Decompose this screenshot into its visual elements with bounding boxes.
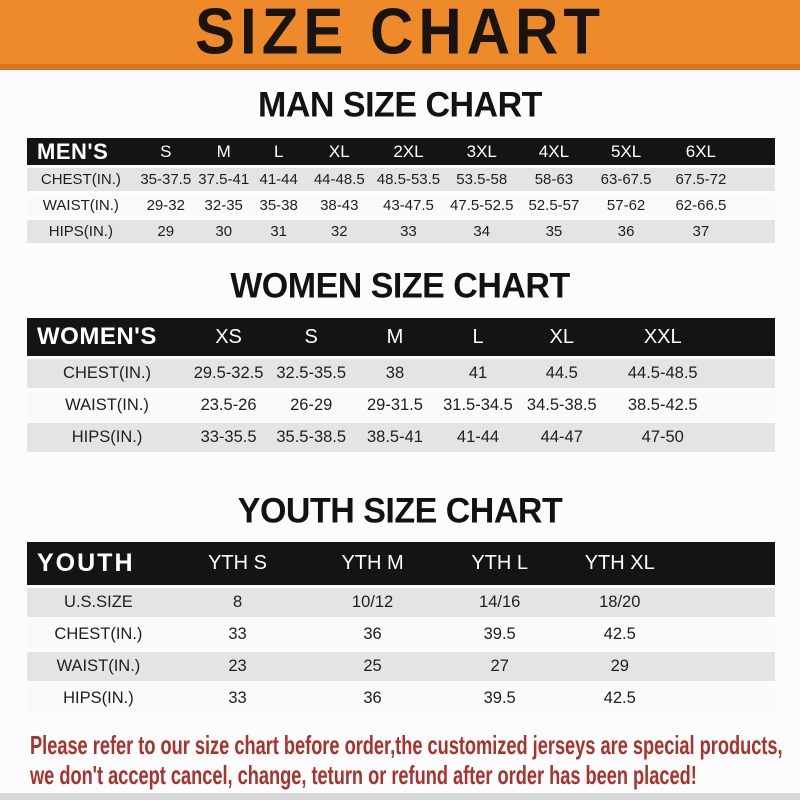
measurement-value: 35.5-38.5	[270, 423, 352, 455]
measurement-value: 38.5-42.5	[605, 391, 720, 423]
measurement-value: 36	[305, 684, 440, 716]
measurement-value: 44.5-48.5	[605, 359, 720, 391]
size-column-header: YTH L	[440, 542, 560, 588]
measurement-value: 33	[372, 220, 445, 246]
table-header-row	[27, 318, 775, 359]
measurement-value: 48.5-53.5	[372, 168, 445, 194]
order-note	[30, 730, 790, 790]
measurement-value: 31.5-34.5	[438, 391, 519, 423]
measurement-value: 27	[440, 652, 560, 684]
measurement-value: 29	[135, 220, 197, 246]
size-column-header: XL	[307, 138, 372, 168]
size-column-header: 6XL	[663, 138, 739, 168]
youth-section-heading: YOUTH SIZE CHART	[237, 491, 563, 531]
filler-cell	[680, 620, 775, 652]
measurement-value: 33-35.5	[187, 423, 270, 455]
measurement-row	[27, 168, 775, 194]
size-column-header: S	[135, 138, 197, 168]
size-column-header: M	[352, 318, 437, 359]
row-label: CHEST(IN.)	[27, 168, 135, 194]
measurement-row	[27, 652, 775, 684]
measurement-value: 29	[560, 652, 680, 684]
measurement-value: 42.5	[560, 684, 680, 716]
measurement-value: 33	[170, 620, 305, 652]
measurement-value: 31	[251, 220, 307, 246]
table-header-label: YOUTH	[27, 542, 170, 588]
filler-cell	[680, 588, 775, 620]
measurement-value: 35-38	[251, 194, 307, 220]
measurement-value: 53.5-58	[445, 168, 518, 194]
size-column-header: L	[438, 318, 519, 359]
measurement-row	[27, 684, 775, 716]
measurement-value: 23.5-26	[187, 391, 270, 423]
row-label: HIPS(IN.)	[27, 684, 170, 716]
measurement-value: 18/20	[560, 588, 680, 620]
measurement-value: 67.5-72	[663, 168, 739, 194]
bottom-strip	[0, 793, 800, 800]
filler-cell	[720, 423, 775, 455]
measurement-value: 38-43	[307, 194, 372, 220]
row-label: WAIST(IN.)	[27, 391, 187, 423]
measurement-value: 23	[170, 652, 305, 684]
measurement-value: 32.5-35.5	[270, 359, 352, 391]
women-size-table	[27, 318, 775, 455]
measurement-row	[27, 220, 775, 246]
measurement-value: 32	[307, 220, 372, 246]
measurement-value: 32-35	[197, 194, 251, 220]
filler-cell	[739, 138, 775, 168]
size-chart-banner	[0, 0, 800, 70]
measurement-value: 36	[589, 220, 662, 246]
measurement-row	[27, 620, 775, 652]
size-column-header: L	[251, 138, 307, 168]
measurement-value: 36	[305, 620, 440, 652]
table-header-row	[27, 138, 775, 168]
measurement-value: 47.5-52.5	[445, 194, 518, 220]
measurement-value: 8	[170, 588, 305, 620]
measurement-value: 35	[518, 220, 589, 246]
row-label: CHEST(IN.)	[27, 359, 187, 391]
row-label: HIPS(IN.)	[27, 423, 187, 455]
note-line-1: Please refer to our size chart before order,the customized jerseys are special products,	[30, 730, 783, 760]
size-column-header: 2XL	[372, 138, 445, 168]
men-section	[0, 87, 800, 246]
size-column-header: YTH XL	[560, 542, 680, 588]
row-label: CHEST(IN.)	[27, 620, 170, 652]
measurement-row	[27, 194, 775, 220]
measurement-value: 25	[305, 652, 440, 684]
row-label: WAIST(IN.)	[27, 652, 170, 684]
filler-cell	[720, 318, 775, 359]
measurement-value: 37.5-41	[197, 168, 251, 194]
measurement-value: 44.5	[518, 359, 605, 391]
row-label: U.S.SIZE	[27, 588, 170, 620]
measurement-value: 52.5-57	[518, 194, 589, 220]
table-header-row	[27, 542, 775, 588]
women-section	[0, 268, 800, 455]
measurement-value: 58-63	[518, 168, 589, 194]
note-line-2: we don't accept cancel, change, teturn or refund after order has been placed!	[30, 760, 697, 790]
measurement-value: 30	[197, 220, 251, 246]
measurement-value: 34	[445, 220, 518, 246]
measurement-row	[27, 391, 775, 423]
measurement-value: 43-47.5	[372, 194, 445, 220]
table-header-label: WOMEN'S	[27, 318, 187, 359]
row-label: HIPS(IN.)	[27, 220, 135, 246]
measurement-value: 39.5	[440, 620, 560, 652]
measurement-value: 37	[663, 220, 739, 246]
measurement-value: 34.5-38.5	[518, 391, 605, 423]
measurement-value: 29.5-32.5	[187, 359, 270, 391]
measurement-value: 42.5	[560, 620, 680, 652]
measurement-value: 41-44	[438, 423, 519, 455]
measurement-value: 62-66.5	[663, 194, 739, 220]
size-column-header: XS	[187, 318, 270, 359]
filler-cell	[739, 220, 775, 246]
size-column-header: 5XL	[589, 138, 662, 168]
youth-size-table	[27, 542, 775, 716]
measurement-value: 57-62	[589, 194, 662, 220]
measurement-row	[27, 423, 775, 455]
women-section-heading: WOMEN SIZE CHART	[230, 266, 570, 306]
measurement-value: 39.5	[440, 684, 560, 716]
measurement-value: 14/16	[440, 588, 560, 620]
size-column-header: 3XL	[445, 138, 518, 168]
youth-section	[0, 493, 800, 716]
filler-cell	[680, 652, 775, 684]
measurement-value: 38	[352, 359, 437, 391]
measurement-value: 26-29	[270, 391, 352, 423]
measurement-value: 47-50	[605, 423, 720, 455]
measurement-row	[27, 588, 775, 620]
measurement-value: 29-31.5	[352, 391, 437, 423]
measurement-value: 44-48.5	[307, 168, 372, 194]
measurement-value: 38.5-41	[352, 423, 437, 455]
filler-cell	[680, 684, 775, 716]
size-column-header: XL	[518, 318, 605, 359]
measurement-value: 35-37.5	[135, 168, 197, 194]
measurement-value: 33	[170, 684, 305, 716]
page-title: SIZE CHART	[195, 0, 605, 68]
filler-cell	[680, 542, 775, 588]
measurement-value: 29-32	[135, 194, 197, 220]
size-column-header: XXL	[605, 318, 720, 359]
filler-cell	[739, 194, 775, 220]
size-column-header: 4XL	[518, 138, 589, 168]
measurement-value: 41	[438, 359, 519, 391]
size-column-header: YTH S	[170, 542, 305, 588]
size-column-header: YTH M	[305, 542, 440, 588]
size-column-header: M	[197, 138, 251, 168]
filler-cell	[720, 359, 775, 391]
table-header-label: MEN'S	[27, 138, 135, 168]
measurement-row	[27, 359, 775, 391]
measurement-value: 10/12	[305, 588, 440, 620]
filler-cell	[739, 168, 775, 194]
row-label: WAIST(IN.)	[27, 194, 135, 220]
measurement-value: 44-47	[518, 423, 605, 455]
size-column-header: S	[270, 318, 352, 359]
men-size-table	[27, 138, 775, 246]
measurement-value: 63-67.5	[589, 168, 662, 194]
measurement-value: 41-44	[251, 168, 307, 194]
filler-cell	[720, 391, 775, 423]
men-section-heading: MAN SIZE CHART	[258, 85, 542, 125]
